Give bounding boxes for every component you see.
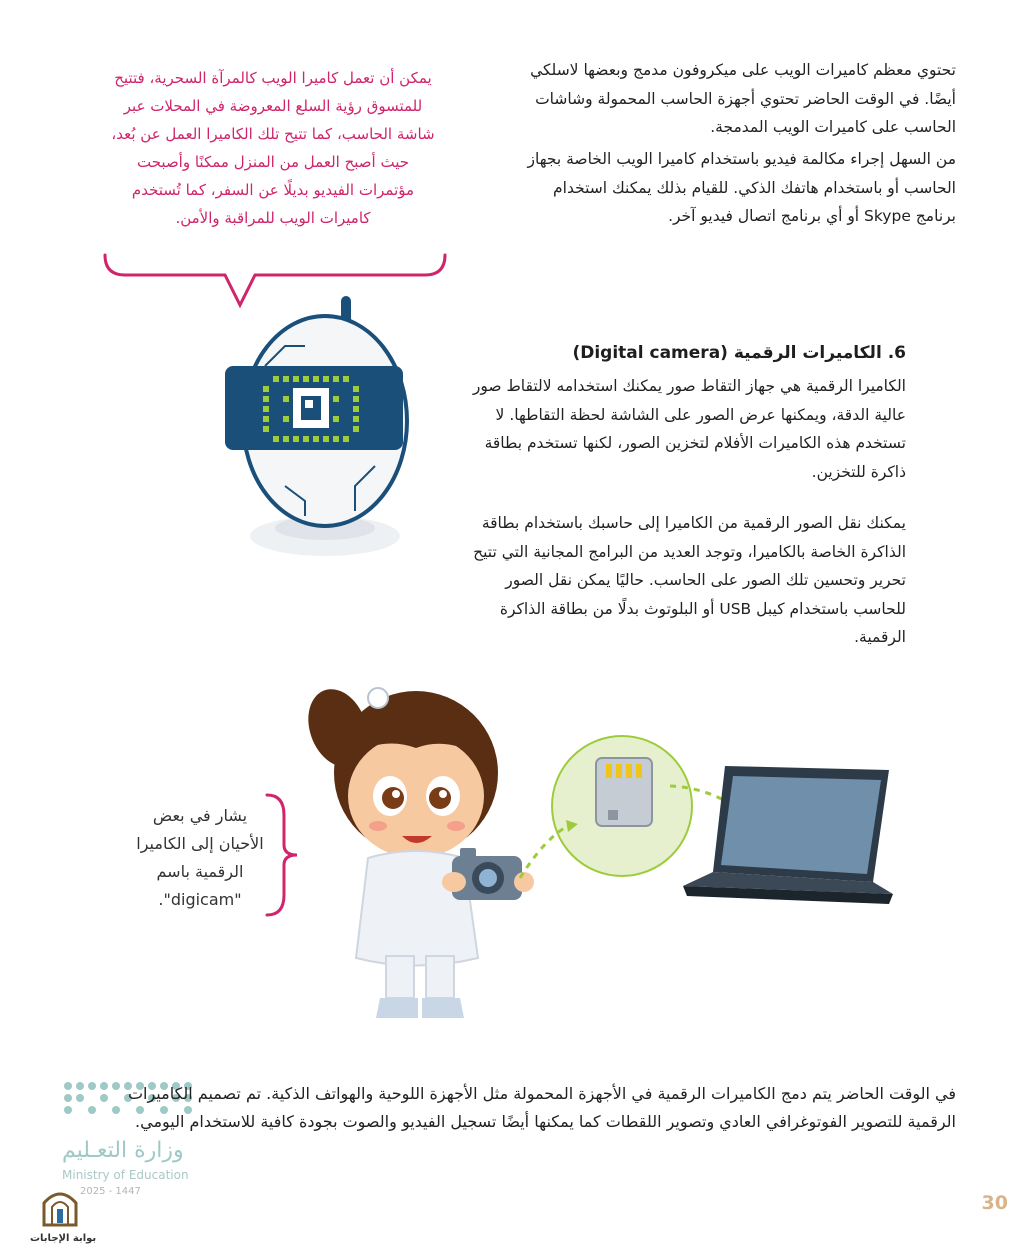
section-heading: 6. الكاميرات الرقمية (Digital camera) (572, 343, 906, 363)
webcam-illustration-icon (225, 296, 425, 586)
digital-camera-paragraph-1: الكاميرا الرقمية هي جهاز التقاط صور يمكنك استخدامه لالتقاط صور عالية الدقة، ويمكنها عرض الصور على الشاشة لحظة التقاطها. لا تستخدم هذه الكاميرات الأفلام لتخزين الصور، لكنها تستخدم بطاقة ذاكرة للتخزين. (472, 377, 906, 481)
webcam-callout-text: يمكن أن تعمل كاميرا الويب كالمرآة السحرية، فتتيح للمتسوق رؤية السلع المعروضة في المحلات عبر شاشة الحاسب، كما تتيح تلك الكاميرا العمل عن بُعد، حيث أصبح العمل من المنزل ممكنًا وأصبحت مؤتمرات الفيديو بديلًا عن السفر، كما تُستخدم كاميرات الويب للمراقبة والأمن. (111, 69, 435, 227)
watermark-logo (30, 1187, 97, 1244)
page-number: 30 (981, 1192, 1008, 1214)
bottom-paragraph: في الوقت الحاضر يتم دمج الكاميرات الرقمية في الأجهزة المحمولة مثل الأجهزة اللوحية والهواتف الذكية. تم تصميم الكاميرات الرقمية للتصوير الفوتوغرافي العادي وتصوير اللقطات كما يمكنها أيضًا تسجيل الفيديو والصوت بجودة كافية للاستخدام اليومي. (127, 1084, 956, 1131)
digicam-callout-text: يشار في بعض الأحيان إلى الكاميرا الرقمية باسم "digicam". (136, 806, 264, 909)
ministry-name-arabic: وزارة التعـليم (62, 1138, 184, 1163)
laptop-icon (683, 766, 903, 916)
webcam-paragraph-1: تحتوي معظم كاميرات الويب على ميكروفون مدمج وبعضها لاسلكي أيضًا. في الوقت الحاضر تحتوي أجهزة الحاسب المحمولة وشاشات الحاسب على كاميرات الويب المدمجة. (530, 61, 956, 136)
gateway-arch-icon (40, 1187, 80, 1227)
digital-camera-paragraph-2: يمكنك نقل الصور الرقمية من الكاميرا إلى حاسبك باستخدام بطاقة الذاكرة الخاصة بالكاميرا، وتوجد العديد من البرامج المجانية التي تتيح تحرير وتحسين تلك الصور على الحاسب. حاليًا يمكن نقل الصور للحاسب باستخدام كيبل USB أو البلوتوث بدلًا من بطاقة الذاكرة الرقمية. (473, 514, 906, 646)
ministry-year: 2025 - 1447 (80, 1186, 141, 1197)
webcam-paragraph-2: من السهل إجراء مكالمة فيديو باستخدام كاميرا الويب الخاصة بجهاز الحاسب أو باستخدام هاتفك الذكي. للقيام بذلك يمكنك استخدام برنامج Skype أو أي برنامج اتصال فيديو آخر. (527, 150, 956, 225)
curly-bracket-icon (262, 790, 302, 920)
ministry-name-english: Ministry of Education (62, 1168, 189, 1182)
watermark-text: بوابة الإجابات (30, 1233, 97, 1244)
